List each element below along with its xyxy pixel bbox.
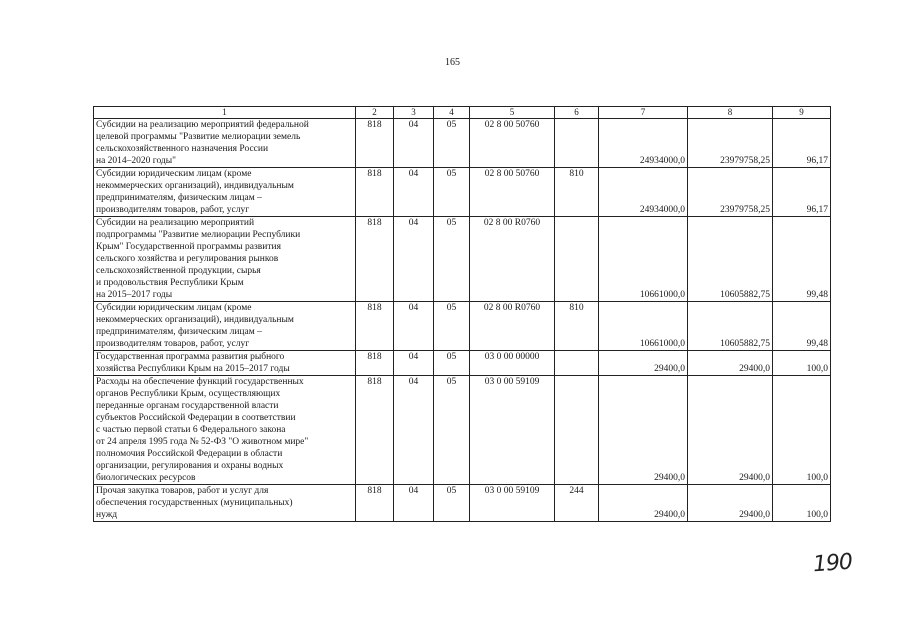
description-line: от 24 апреля 1995 года № 52-ФЗ "О животном мире" — [96, 437, 309, 447]
column-header: 6 — [555, 107, 599, 119]
target-article-code: 03 0 00 59109 — [470, 376, 555, 485]
description-line: полномочия Российской Федерации в области — [96, 449, 283, 459]
description-line: сельскохозяйственной продукции, сырья — [96, 266, 261, 276]
planned-amount: 24934000,0 — [599, 168, 688, 217]
subsection-code: 05 — [434, 376, 470, 485]
description-line: целевой программы "Развитие мелиорации земель — [96, 132, 301, 142]
planned-amount: 10661000,0 — [599, 217, 688, 302]
description-line: биологических ресурсов — [96, 473, 196, 483]
expense-type-code — [555, 351, 599, 376]
page-number: 165 — [445, 57, 460, 68]
description-line: Субсидии юридическим лицам (кроме — [96, 169, 252, 179]
expense-type-code — [555, 119, 599, 168]
execution-percent: 100,0 — [773, 485, 831, 522]
description-line: Крым" Государственной программы развития — [96, 242, 281, 252]
description-line: нужд — [96, 510, 118, 520]
ministry-code: 818 — [356, 302, 394, 351]
planned-amount: 29400,0 — [599, 485, 688, 522]
description-line: Субсидии на реализацию мероприятий — [96, 218, 255, 228]
table-row — [94, 119, 831, 168]
expense-type-code: 244 — [555, 485, 599, 522]
description-line: Субсидии юридическим лицам (кроме — [96, 303, 252, 313]
description-line: сельскохозяйственного назначения России — [96, 144, 269, 154]
expense-type-code: 810 — [555, 168, 599, 217]
executed-amount: 23979758,25 — [688, 119, 773, 168]
column-header: 1 — [94, 107, 356, 119]
description-line: субъектов Российской Федерации в соответствии — [96, 413, 296, 423]
executed-amount: 29400,0 — [688, 376, 773, 485]
target-article-code: 02 8 00 R0760 — [470, 302, 555, 351]
column-header: 5 — [470, 107, 555, 119]
row-description — [94, 376, 356, 485]
section-code: 04 — [394, 351, 434, 376]
handwritten-page-number: 190 — [812, 549, 853, 578]
description-line: подпрограммы "Развитие мелиорации Республики — [96, 230, 301, 240]
planned-amount: 10661000,0 — [599, 302, 688, 351]
target-article-code: 02 8 00 50760 — [470, 119, 555, 168]
row-description — [94, 217, 356, 302]
column-number-row — [94, 107, 831, 119]
description-line: сельского хозяйства и регулирования рынков — [96, 254, 279, 264]
row-description — [94, 168, 356, 217]
column-header: 9 — [773, 107, 831, 119]
table-row — [94, 168, 831, 217]
executed-amount: 29400,0 — [688, 485, 773, 522]
table-row — [94, 302, 831, 351]
target-article-code: 03 0 00 00000 — [470, 351, 555, 376]
description-line: некоммерческих организаций), индивидуальным — [96, 315, 294, 325]
ministry-code: 818 — [356, 351, 394, 376]
column-header: 8 — [688, 107, 773, 119]
section-code: 04 — [394, 376, 434, 485]
table-row — [94, 217, 831, 302]
execution-percent: 100,0 — [773, 351, 831, 376]
ministry-code: 818 — [356, 119, 394, 168]
expense-type-code — [555, 217, 599, 302]
section-code: 04 — [394, 217, 434, 302]
description-line: обеспечения государственных (муниципальных) — [96, 498, 293, 508]
table-row — [94, 485, 831, 522]
planned-amount: 29400,0 — [599, 351, 688, 376]
table-row — [94, 376, 831, 485]
column-header: 3 — [394, 107, 434, 119]
table-row — [94, 351, 831, 376]
description-line: хозяйства Республики Крым на 2015–2017 годы — [96, 364, 290, 374]
subsection-code: 05 — [434, 302, 470, 351]
planned-amount: 24934000,0 — [599, 119, 688, 168]
ministry-code: 818 — [356, 376, 394, 485]
execution-percent: 99,48 — [773, 217, 831, 302]
description-line: переданные органам государственной власти — [96, 401, 279, 411]
execution-percent: 96,17 — [773, 168, 831, 217]
subsection-code: 05 — [434, 485, 470, 522]
planned-amount: 29400,0 — [599, 376, 688, 485]
column-header: 4 — [434, 107, 470, 119]
description-line: Расходы на обеспечение функций государственных — [96, 377, 304, 387]
description-line: производителям товаров, работ, услуг — [96, 205, 250, 215]
description-line: Прочая закупка товаров, работ и услуг для — [96, 486, 269, 496]
target-article-code: 03 0 00 59109 — [470, 485, 555, 522]
expense-type-code: 810 — [555, 302, 599, 351]
target-article-code: 02 8 00 50760 — [470, 168, 555, 217]
subsection-code: 05 — [434, 217, 470, 302]
row-description — [94, 302, 356, 351]
description-line: органов Республики Крым, осуществляющих — [96, 389, 281, 399]
expense-type-code — [555, 376, 599, 485]
ministry-code: 818 — [356, 217, 394, 302]
execution-percent: 96,17 — [773, 119, 831, 168]
section-code: 04 — [394, 168, 434, 217]
section-code: 04 — [394, 119, 434, 168]
description-line: Субсидии на реализацию мероприятий федеральной — [96, 120, 309, 130]
execution-percent: 99,48 — [773, 302, 831, 351]
subsection-code: 05 — [434, 351, 470, 376]
description-line: и продовольствия Республики Крым — [96, 278, 244, 288]
description-line: производителям товаров, работ, услуг — [96, 339, 250, 349]
executed-amount: 29400,0 — [688, 351, 773, 376]
budget-table — [93, 106, 831, 522]
row-description — [94, 119, 356, 168]
ministry-code: 818 — [356, 485, 394, 522]
subsection-code: 05 — [434, 119, 470, 168]
description-line: на 2015–2017 годы — [96, 290, 173, 300]
description-line: Государственная программа развития рыбного — [96, 352, 285, 362]
section-code: 04 — [394, 302, 434, 351]
column-header: 2 — [356, 107, 394, 119]
target-article-code: 02 8 00 R0760 — [470, 217, 555, 302]
description-line: организации, регулирования и охраны водных — [96, 461, 284, 471]
executed-amount: 10605882,75 — [688, 217, 773, 302]
ministry-code: 818 — [356, 168, 394, 217]
section-code: 04 — [394, 485, 434, 522]
executed-amount: 10605882,75 — [688, 302, 773, 351]
subsection-code: 05 — [434, 168, 470, 217]
description-line: предпринимателям, физическим лицам – — [96, 193, 262, 203]
executed-amount: 23979758,25 — [688, 168, 773, 217]
description-line: с частью первой статьи 6 Федерального закона — [96, 425, 286, 435]
column-header: 7 — [599, 107, 688, 119]
row-description — [94, 485, 356, 522]
description-line: на 2014–2020 годы" — [96, 156, 177, 166]
description-line: предпринимателям, физическим лицам – — [96, 327, 262, 337]
execution-percent: 100,0 — [773, 376, 831, 485]
description-line: некоммерческих организаций), индивидуальным — [96, 181, 294, 191]
row-description — [94, 351, 356, 376]
